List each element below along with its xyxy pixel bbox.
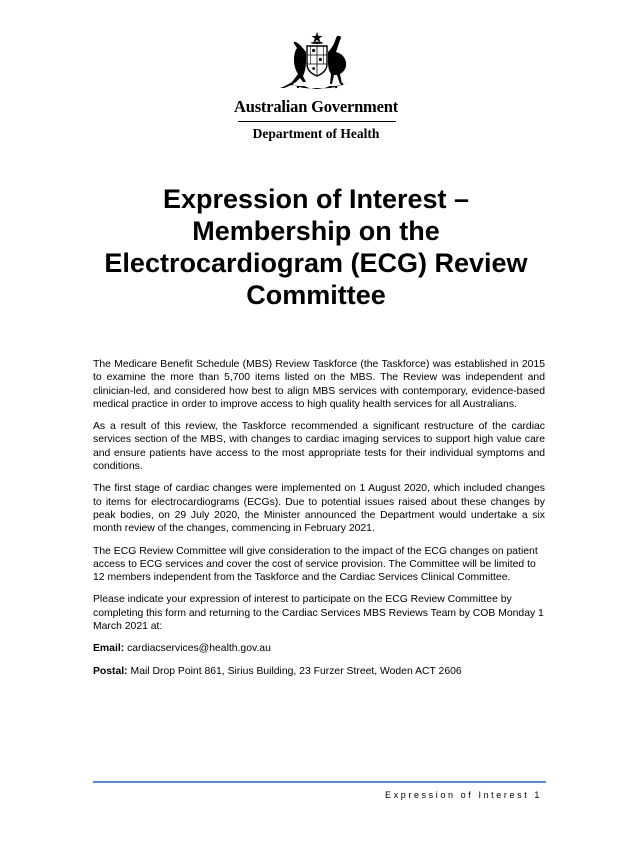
government-name: Australian Government: [234, 97, 398, 116]
title-line: Electrocardiogram (ECG) Review: [104, 248, 528, 278]
postal-address: Mail Drop Point 861, Sirius Building, 23 Furzer Street, Woden ACT 2606: [130, 665, 462, 677]
postal-label: Postal:: [93, 665, 128, 677]
email-label: Email:: [93, 643, 125, 655]
body-paragraph: The Medicare Benefit Schedule (MBS) Review Taskforce (the Taskforce) was established in 2015 to examine the more than 5,700 items listed on the MBS. The Review was independent and clinician-led, and considered how best to align MBS services with contemporary, evidence-based medical practice in order to improve access to high quality health services for all Australians.: [93, 359, 545, 410]
title-line: Expression of Interest –: [162, 184, 470, 214]
footer-page-label: Expression of Interest 1: [385, 790, 542, 800]
department-name: Department of Health: [252, 126, 380, 141]
postal-line: [93, 665, 545, 678]
australian-coat-of-arms-icon: [270, 30, 364, 92]
email-address[interactable]: cardiacservices@health.gov.au: [127, 643, 271, 655]
body-paragraph: Please indicate your expression of interest to participate on the ECG Review Committee by completing this form and returning to the Cardiac Services MBS Reviews Team by COB Monday 1 March 2021 at:: [93, 594, 544, 633]
title-line: Committee: [246, 280, 386, 310]
page-title: [60, 183, 572, 311]
body-paragraph: The ECG Review Committee will give consideration to the impact of the ECG changes on patient access to ECG services and cover the cost of service provision. The Committee will be limited to 12 members independent from the Taskforce and the Cardiac Services Clinical Committee.: [93, 545, 538, 584]
footer-divider: [93, 781, 546, 783]
body-paragraph: As a result of this review, the Taskforce recommended a significant restructure of the cardiac services section of the MBS, with changes to cardiac imaging services to support high value care and ensure patients have access to the most appropriate tests for their individual symptoms and conditions.: [93, 421, 545, 473]
body-paragraph: The first stage of cardiac changes were implemented on 1 August 2020, which included changes to items for electrocardiograms (ECGs). Due to potential issues raised about these changes by peak bodies, on 29 July 2020, the Minister announced the Department would undertake a six month review of the changes, commencing in February 2021.: [93, 483, 545, 535]
body-text: [93, 358, 545, 687]
header-divider: [238, 121, 396, 122]
email-line: [93, 642, 545, 655]
title-line: Membership on the: [192, 216, 440, 246]
